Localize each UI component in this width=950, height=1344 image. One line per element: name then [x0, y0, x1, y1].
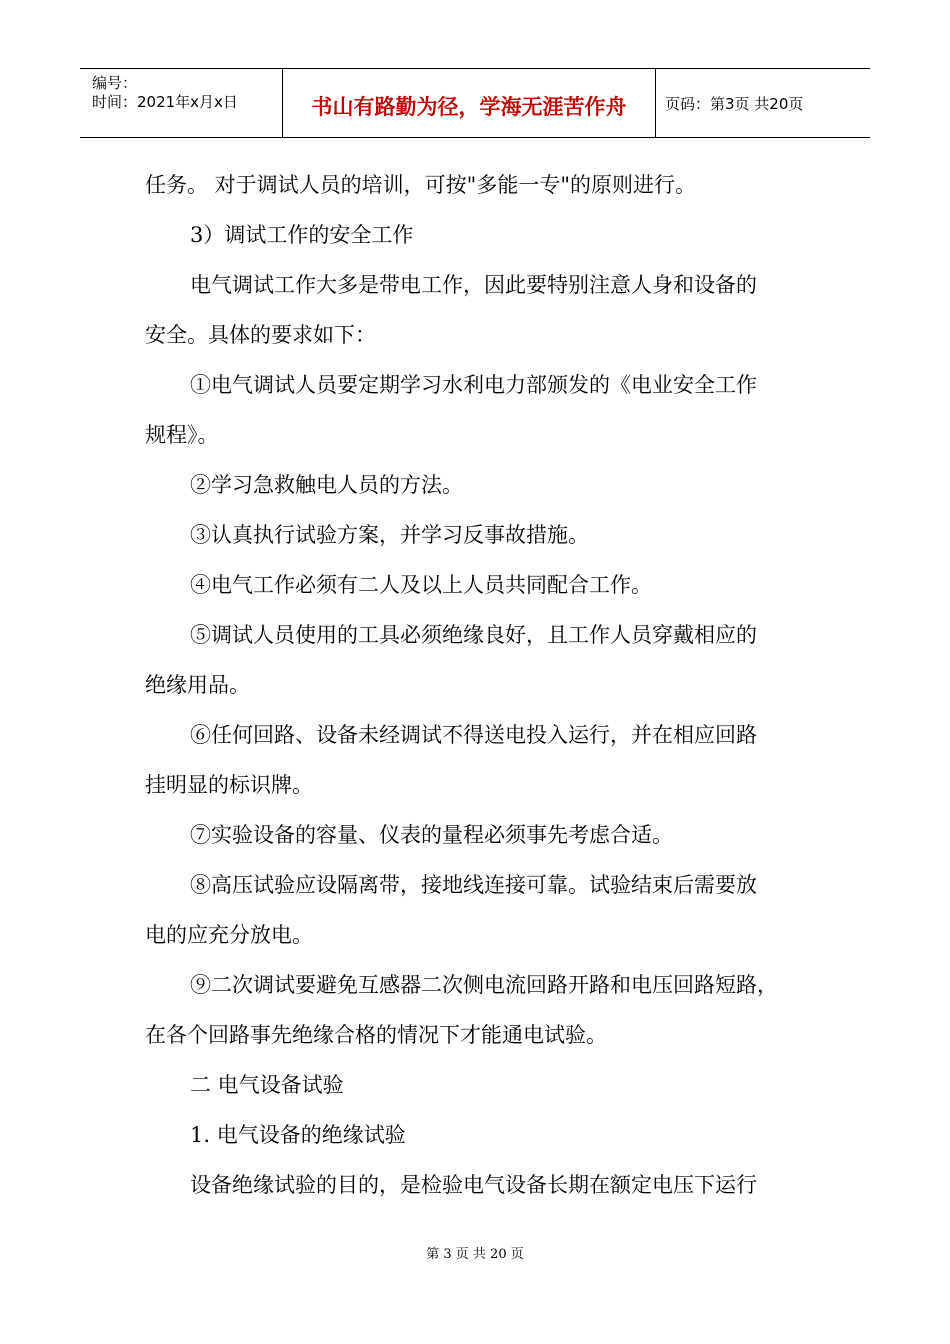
section-heading: 1. 电气设备的绝缘试验 [190, 1123, 406, 1147]
header-motto: 书山有路勤为径，学海无涯苦作舟 [311, 95, 627, 119]
document-body [145, 160, 810, 1210]
body-line: 设备绝缘试验的目的，是检验电气设备长期在额定电压下运行 [190, 1173, 757, 1197]
list-item-continuation: 挂明显的标识牌。 [145, 773, 313, 797]
chapter-heading: 二 电气设备试验 [190, 1073, 344, 1097]
list-item: ⑧高压试验应设隔离带，接地线连接可靠。试验结束后需要放 [190, 873, 757, 897]
list-item: ⑦实验设备的容量、仪表的量程必须事先考虑合适。 [190, 823, 673, 847]
list-item: ③认真执行试验方案，并学习反事故措施。 [190, 523, 589, 547]
header-meta [80, 69, 282, 137]
page-header [80, 68, 870, 138]
body-line: 安全。具体的要求如下： [145, 323, 376, 347]
list-item-continuation: 在各个回路事先绝缘合格的情况下才能通电试验。 [145, 1023, 607, 1047]
list-item: ⑥任何回路、设备未经调试不得送电投入运行，并在相应回路 [190, 723, 757, 747]
list-item: ①电气调试人员要定期学习水利电力部颁发的《电业安全工作 [190, 373, 757, 397]
document-date: 时间：2021年x月x日 [92, 93, 238, 111]
list-item: ⑤调试人员使用的工具必须绝缘良好，且工作人员穿戴相应的 [190, 623, 757, 647]
list-item-continuation: 规程》。 [145, 423, 219, 447]
list-item: ⑨二次调试要避免互感器二次侧电流回路开路和电压回路短路， [190, 973, 778, 997]
header-page-info: 页码：第3页 共20页 [665, 95, 804, 113]
document-number-label: 编号： [92, 74, 138, 92]
body-line: 任务。 对于调试人员的培训，可按"多能一专"的原则进行。 [145, 173, 696, 197]
header-page-cell [655, 69, 870, 137]
page-footer: 第 3 页 共 20 页 [426, 1247, 524, 1262]
list-item-continuation: 绝缘用品。 [145, 673, 250, 697]
list-item: ④电气工作必须有二人及以上人员共同配合工作。 [190, 573, 652, 597]
list-item-continuation: 电的应充分放电。 [145, 923, 313, 947]
section-heading: 3）调试工作的安全工作 [190, 223, 414, 247]
body-line: 电气调试工作大多是带电工作，因此要特别注意人身和设备的 [190, 273, 757, 297]
header-motto-cell [282, 69, 656, 137]
list-item: ②学习急救触电人员的方法。 [190, 473, 463, 497]
